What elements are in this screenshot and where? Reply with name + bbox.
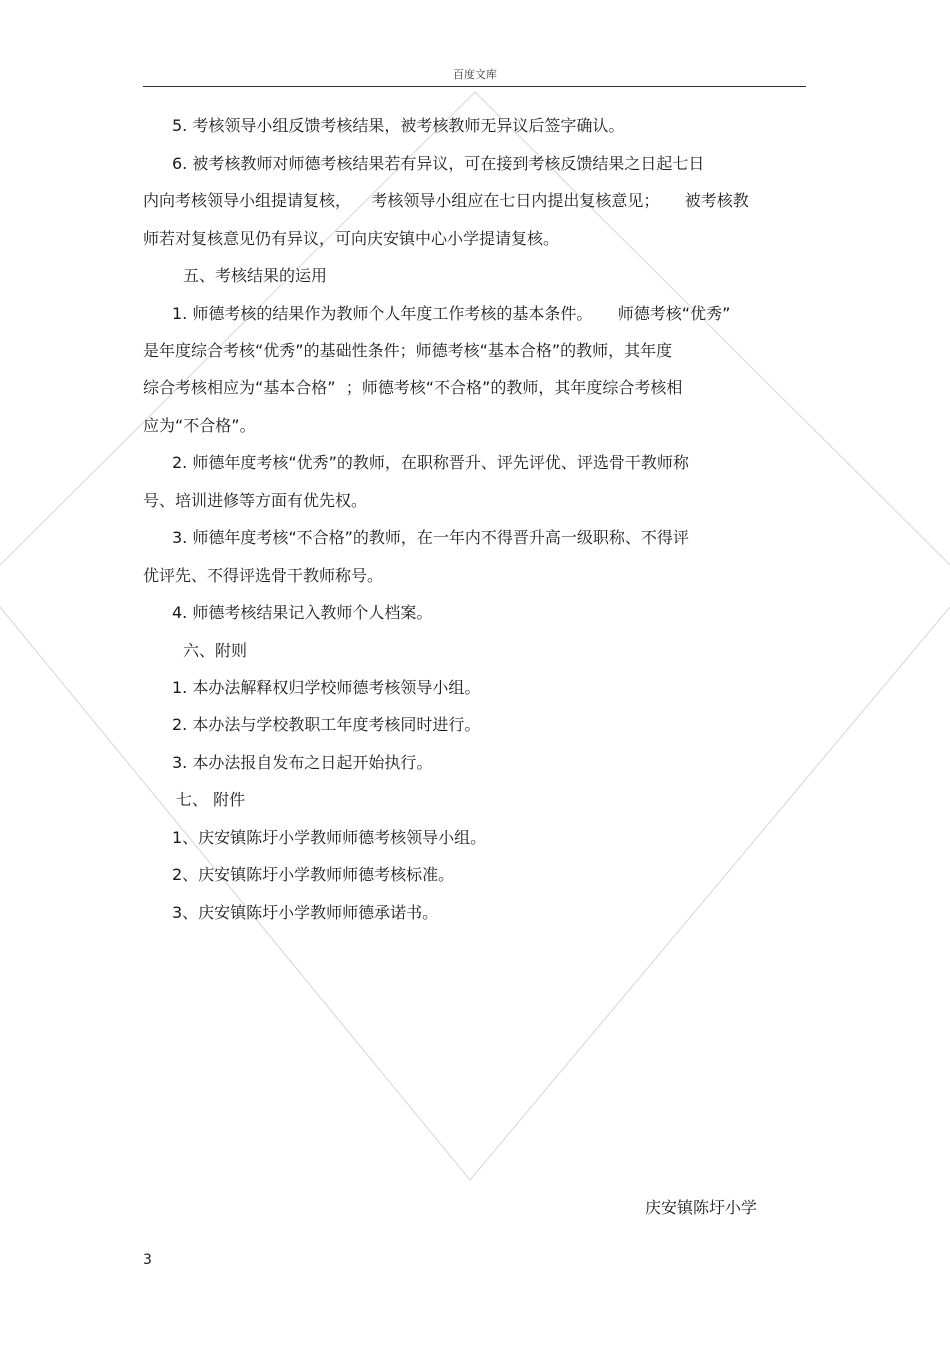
header-rule [143, 86, 806, 87]
section-heading: 六、附则 [183, 641, 248, 660]
text-line: 5. 考核领导小组反馈考核结果，被考核教师无异议后签字确认。 [172, 116, 625, 135]
text-line: 3. 师德年度考核“不合格”的教师，在一年内不得晋升高一级职称、不得评 [172, 528, 689, 547]
text-line: 1. 师德考核的结果作为教师个人年度工作考核的基本条件。 师德考核“优秀” [172, 304, 731, 323]
text-line: 2. 师德年度考核“优秀”的教师，在职称晋升、评先评优、评选骨干教师称 [172, 453, 689, 472]
text-line: 是年度综合考核“优秀”的基础性条件；师德考核“基本合格”的教师，其年度 [143, 341, 673, 360]
page-number: 3 [143, 1252, 152, 1268]
text-line: 2. 本办法与学校教职工年度考核同时进行。 [172, 715, 481, 734]
text-line: 3. 本办法报自发布之日起开始执行。 [172, 753, 433, 772]
text-line: 内向考核领导小组提请复核， 考核领导小组应在七日内提出复核意见； 被考核教 [143, 191, 749, 210]
section-heading: 五、考核结果的运用 [183, 266, 328, 285]
text-line: 4. 师德考核结果记入教师个人档案。 [172, 603, 433, 622]
text-line: 师若对复核意见仍有异议，可向庆安镇中心小学提请复核。 [143, 229, 560, 248]
attachment-item: 1、庆安镇陈圩小学教师师德考核领导小组。 [172, 828, 487, 847]
text-line: 综合考核相应为“基本合格” ；师德考核“不合格”的教师，其年度综合考核相 [143, 378, 683, 397]
text-line: 应为“不合格”。 [143, 416, 256, 435]
attachment-item: 2、庆安镇陈圩小学教师师德考核标准。 [172, 865, 455, 884]
text-line: 1. 本办法解释权归学校师德考核领导小组。 [172, 678, 481, 697]
page-header-title: 百度文库 [453, 68, 497, 81]
text-line: 优评先、不得评选骨干教师称号。 [143, 566, 384, 585]
section-heading: 七、 附件 [176, 790, 246, 809]
footer-organization: 庆安镇陈圩小学 [645, 1198, 758, 1217]
text-line: 6. 被考核教师对师德考核结果若有异议，可在接到考核反馈结果之日起七日 [172, 154, 705, 173]
text-line: 号、培训进修等方面有优先权。 [143, 491, 368, 510]
attachment-item: 3、庆安镇陈圩小学教师师德承诺书。 [172, 903, 439, 922]
